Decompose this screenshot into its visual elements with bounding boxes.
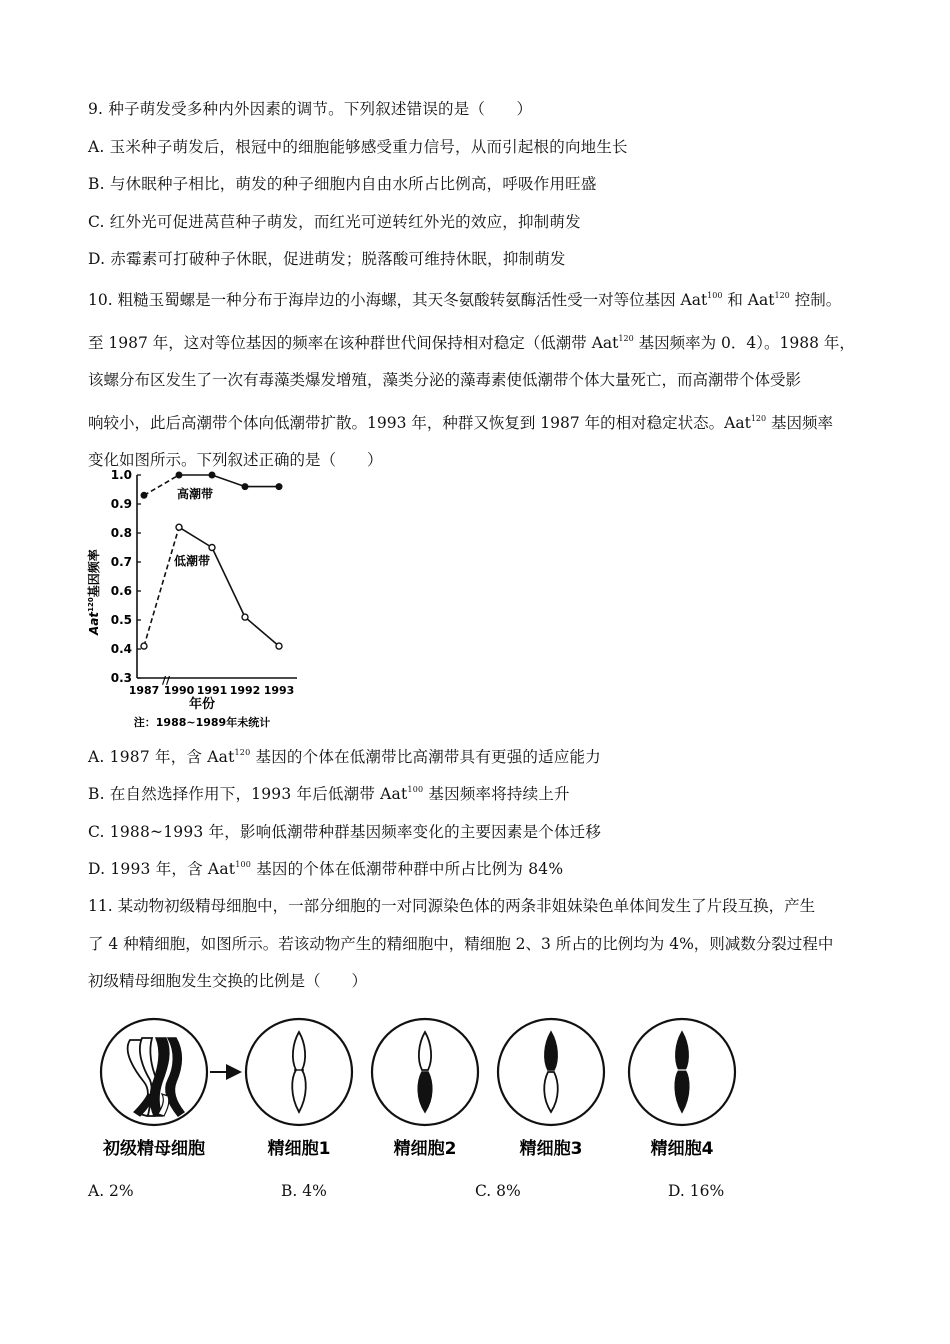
series-line-dashed bbox=[144, 527, 179, 646]
sperm-cell-1 bbox=[246, 1019, 352, 1125]
q11-stem-line1: 11. 某动物初级精母细胞中，一部分细胞的一对同源染色体的两条非姐妹染色单体间发生了片段互换，产生 bbox=[88, 897, 816, 915]
y-tick-label: 0.3 bbox=[110, 671, 132, 685]
q11-option-b: B. 4% bbox=[281, 1182, 327, 1200]
q11-stem bbox=[88, 888, 878, 1001]
data-point bbox=[176, 524, 182, 530]
cell-label-primary: 初级精母细胞 bbox=[103, 1139, 205, 1159]
data-point bbox=[176, 472, 182, 478]
series-label-low-tide: 低潮带 bbox=[174, 554, 211, 568]
q10-stem bbox=[88, 277, 878, 480]
axis-break-mark: // bbox=[162, 674, 171, 687]
cell-label-2: 精细胞2 bbox=[393, 1139, 457, 1159]
sperm-cell-2 bbox=[372, 1019, 478, 1125]
cell-label-3: 精细胞3 bbox=[519, 1139, 583, 1159]
black-chromosome-icon bbox=[675, 1032, 689, 1112]
q10-option-c: C. 1988~1993 年，影响低潮带种群基因频率变化的主要因素是个体迁移 bbox=[88, 823, 602, 841]
q11-option-d: D. 16% bbox=[668, 1182, 725, 1200]
y-tick-label: 0.7 bbox=[110, 555, 132, 569]
cell-label-4: 精细胞4 bbox=[650, 1139, 714, 1159]
x-axis-label: 年份 bbox=[188, 697, 216, 712]
q10-stem-line3: 该螺分布区发生了一次有毒藻类爆发增殖，藻类分泌的藻毒素使低潮带个体大量死亡，而高潮带个体受影 bbox=[88, 371, 802, 389]
series-line-high-tide bbox=[179, 475, 279, 487]
q10-option-b: B. 在自然选择作用下，1993 年后低潮带 Aat$^{100}$ 基因频率将持续上升 bbox=[88, 785, 570, 803]
series-line-low-tide bbox=[179, 527, 279, 646]
q9-stem: 9. 种子萌发受多种内外因素的调节。下列叙述错误的是（ ） bbox=[88, 100, 533, 118]
q9-option-d: D. 赤霉素可打破种子休眠，促进萌发；脱落酸可维持休眠，抑制萌发 bbox=[88, 250, 566, 268]
series-line-dashed bbox=[144, 475, 179, 495]
x-tick-label: 1993 bbox=[263, 684, 295, 697]
x-tick-label: 1987 bbox=[128, 684, 160, 697]
q10-stem-line2: 至 1987 年，这对等位基因的频率在该种群世代间保持相对稳定（低潮带 Aat$^{120}$ 基因频率为 0．4）。1988 年， bbox=[88, 333, 855, 352]
data-point bbox=[242, 484, 248, 490]
y-axis-label bbox=[86, 549, 101, 636]
gene-frequency-chart bbox=[82, 460, 312, 735]
q10-option-d: D. 1993 年，含 Aat$^{100}$ 基因的个体在低潮带种群中所占比例为 84% bbox=[88, 860, 564, 878]
data-point bbox=[276, 484, 282, 490]
data-point bbox=[209, 472, 215, 478]
chart-note: 注：1988~1989年未统计 bbox=[133, 716, 271, 729]
cell-label-1: 精细胞1 bbox=[267, 1139, 331, 1159]
y-tick-label: 0.8 bbox=[110, 526, 132, 540]
meiosis-diagram bbox=[92, 1012, 752, 1162]
y-tick-label: 0.5 bbox=[110, 613, 132, 627]
q9-option-b: B. 与休眠种子相比，萌发的种子细胞内自由水所占比例高，呼吸作用旺盛 bbox=[88, 175, 597, 193]
data-point bbox=[242, 614, 248, 620]
white-chromosome-icon bbox=[292, 1032, 306, 1112]
data-point bbox=[141, 493, 147, 499]
primary-spermatocyte-cell bbox=[101, 1019, 207, 1125]
data-point bbox=[276, 643, 282, 649]
q10-option-a: A. 1987 年，含 Aat$^{120}$ 基因的个体在低潮带比高潮带具有更强的适应能力 bbox=[88, 748, 601, 766]
q11-stem-line3: 初级精母细胞发生交换的比例是（ ） bbox=[88, 972, 368, 990]
q11-stem-line2: 了 4 种精细胞，如图所示。若该动物产生的精细胞中，精细胞 2、3 所占的比例均为 4%，则减数分裂过程中 bbox=[88, 934, 834, 953]
y-tick-label: 0.9 bbox=[110, 497, 132, 511]
y-tick-label: 0.4 bbox=[110, 642, 132, 656]
sperm-cell-3 bbox=[498, 1019, 604, 1125]
x-tick-label: 1992 bbox=[229, 684, 261, 697]
sperm-cell-4 bbox=[629, 1019, 735, 1125]
q11-option-c: C. 8% bbox=[475, 1182, 521, 1200]
q9-option-c: C. 红外光可促进莴苣种子萌发，而红光可逆转红外光的效应，抑制萌发 bbox=[88, 213, 581, 231]
q10-stem-line5: 变化如图所示。下列叙述正确的是（ ） bbox=[88, 451, 383, 469]
y-tick-label: 1.0 bbox=[110, 468, 132, 482]
data-point bbox=[141, 643, 147, 649]
q10-stem-line1: 10. 粗糙玉蜀螺是一种分布于海岸边的小海螺，其天冬氨酸转氨酶活性受一对等位基因 Aat$^{100}$ 和 Aat$^{120}$ 控制。 bbox=[88, 291, 842, 309]
q11-option-a: A. 2% bbox=[88, 1182, 134, 1200]
q10-stem-line4: 响较小，此后高潮带个体向低潮带扩散。1993 年，种群又恢复到 1987 年的相对稳定状态。Aat$^{120}$ 基因频率 bbox=[88, 413, 834, 432]
svg-text:Aat120基因频率: Aat$^{120}$基因频率 bbox=[87, 549, 101, 635]
data-point bbox=[209, 545, 215, 551]
x-tick-label: 1991 bbox=[196, 684, 228, 697]
series-label-high-tide: 高潮带 bbox=[177, 487, 214, 501]
x-tick-label: 1990 bbox=[163, 684, 195, 697]
y-tick-label: 0.6 bbox=[110, 584, 132, 598]
q9-option-a: A. 玉米种子萌发后，根冠中的细胞能够感受重力信号，从而引起根的向地生长 bbox=[88, 138, 628, 156]
